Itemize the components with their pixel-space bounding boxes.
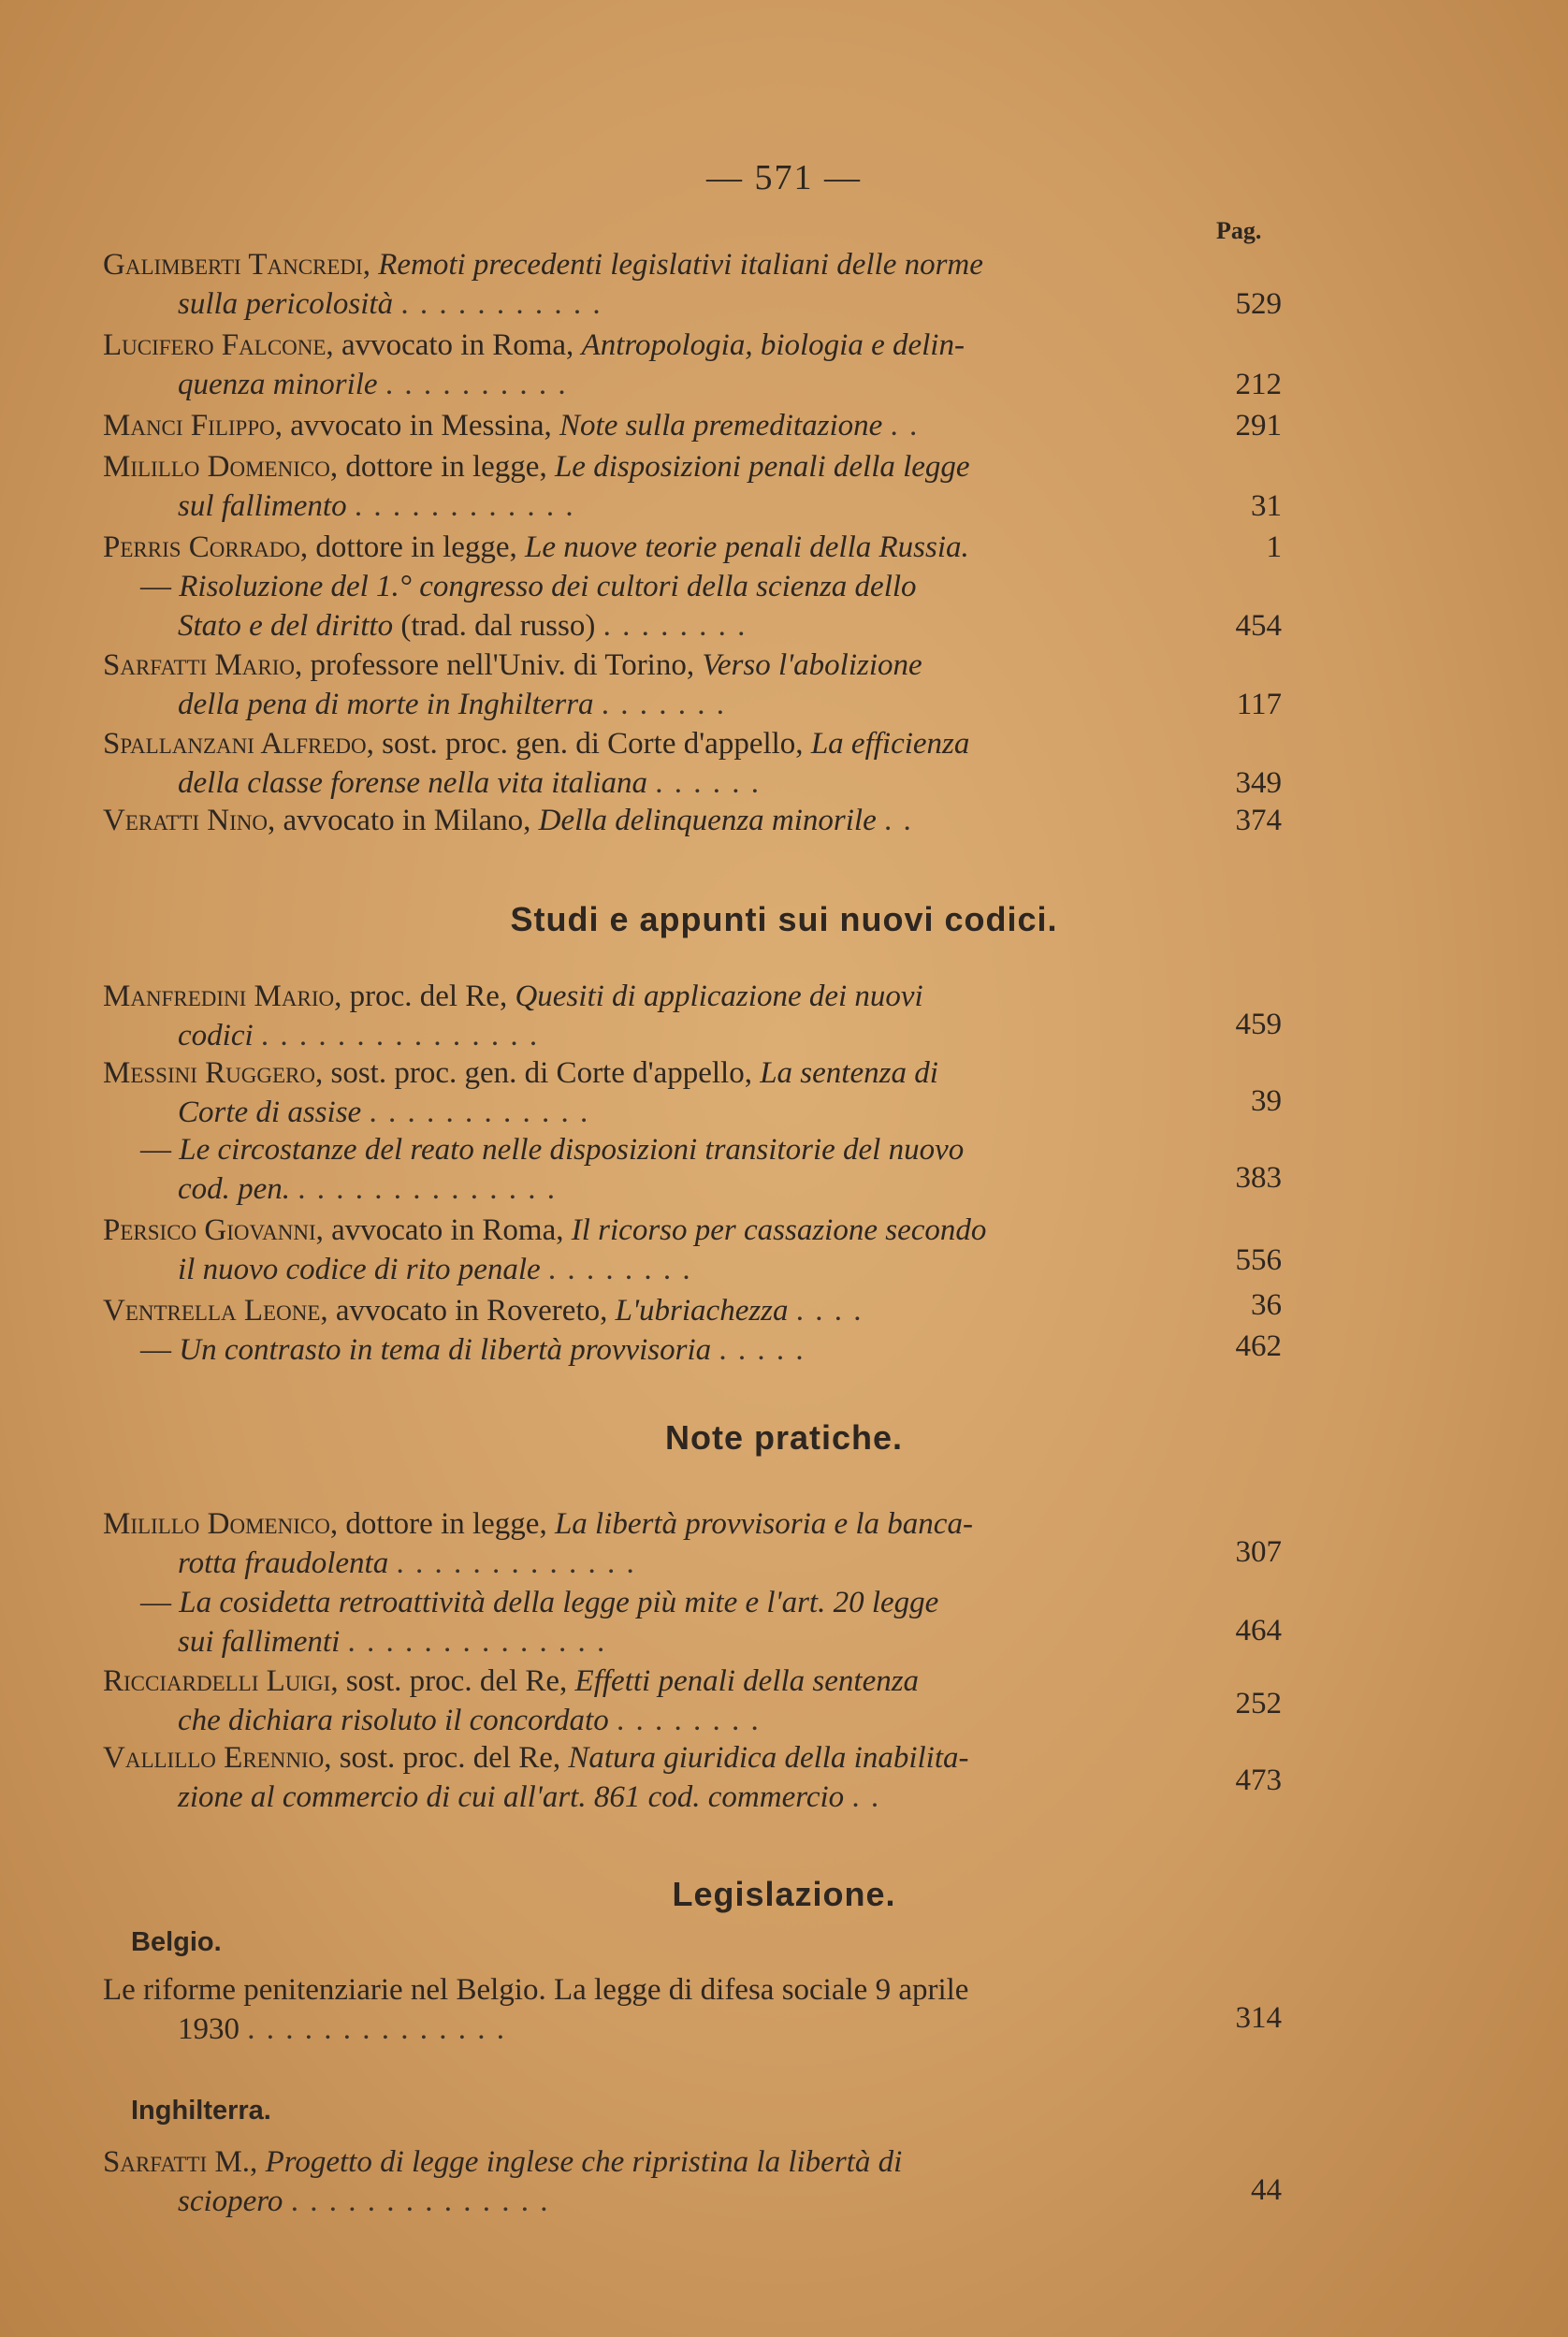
leader-dots: . . . . . . . . bbox=[616, 1704, 761, 1737]
list-item bbox=[103, 447, 1282, 526]
entry-author: Milillo Domenico, bbox=[103, 1507, 339, 1541]
page-column-label: Pag. bbox=[1216, 217, 1262, 244]
entry-title: Note sulla premeditazione bbox=[559, 409, 883, 443]
entry-page: 44 bbox=[1251, 2173, 1282, 2207]
entry-title: Il ricorso per cassazione secondo bbox=[571, 1213, 987, 1247]
entry-page: 349 bbox=[1235, 766, 1282, 800]
section-title: Note pratiche. bbox=[664, 1418, 904, 1457]
list-item bbox=[103, 1738, 1282, 1817]
entry-desc: avvocato in Messina, bbox=[290, 409, 552, 443]
list-item bbox=[103, 646, 1282, 724]
leader-dots: . . . . . . . . . . . . bbox=[369, 1096, 590, 1129]
list-item bbox=[103, 977, 1282, 1055]
entry-title: Della delinquenza minorile bbox=[538, 804, 877, 837]
list-item bbox=[103, 724, 1282, 803]
entry-title: il nuovo codice di rito penale bbox=[178, 1253, 541, 1286]
entry-title: sul fallimento bbox=[178, 489, 347, 523]
leader-dots: . . . . . . . . . . . . . . bbox=[247, 2012, 506, 2046]
entry-desc: sost. proc. del Re, bbox=[345, 1664, 568, 1698]
entry-author: Persico Giovanni, bbox=[103, 1213, 324, 1247]
entry-desc: sost. proc. gen. di Corte d'appello, bbox=[330, 1056, 752, 1090]
page-number: — 571 — bbox=[706, 158, 862, 197]
entry-title: quenza minorile bbox=[178, 368, 378, 401]
list-item bbox=[103, 1288, 1282, 1330]
leader-dots: . . . . . . . . . . . . . bbox=[396, 1546, 636, 1580]
entry-page: 473 bbox=[1235, 1764, 1282, 1797]
list-item bbox=[103, 1970, 1282, 2049]
entry-title: sui fallimenti bbox=[178, 1625, 341, 1659]
entry-author: Lucifero Falcone, bbox=[103, 328, 334, 362]
leader-dots: . . . . . . . . . . . bbox=[400, 287, 603, 321]
list-item bbox=[103, 245, 1282, 324]
section-title: Legislazione. bbox=[672, 1875, 896, 1913]
entry-page: 314 bbox=[1235, 2001, 1282, 2035]
list-item bbox=[103, 528, 1282, 567]
entry-title: codici bbox=[178, 1019, 254, 1052]
entry-title: Corte di assise bbox=[178, 1096, 362, 1129]
entry-title: Risoluzione del 1.° congresso dei cultori della scienza dello bbox=[179, 570, 917, 603]
list-item bbox=[103, 567, 1282, 646]
list-item bbox=[103, 406, 1282, 445]
entry-title: Un contrasto in tema di libertà provvisoria bbox=[179, 1333, 712, 1367]
entry-title: Natura giuridica della inabilita- bbox=[568, 1741, 969, 1775]
list-item bbox=[103, 1053, 1282, 1132]
entry-desc: avvocato in Roma, bbox=[341, 328, 574, 362]
entry-page: 1 bbox=[1266, 530, 1282, 564]
entry-title: La cosidetta retroattività della legge più mite e l'art. 20 legge bbox=[179, 1586, 939, 1619]
leader-dots: . . bbox=[851, 1780, 881, 1814]
entry-page: 252 bbox=[1235, 1687, 1282, 1720]
list-item bbox=[103, 1130, 1282, 1209]
entry-title: che dichiara risoluto il concordato bbox=[178, 1704, 609, 1737]
entry-title: sciopero bbox=[178, 2185, 283, 2218]
list-item bbox=[103, 326, 1282, 404]
list-item bbox=[103, 2142, 1282, 2221]
entry-author: Veratti Nino, bbox=[103, 804, 276, 837]
entry-author: Ricciardelli Luigi, bbox=[103, 1664, 339, 1698]
leader-dots: . . . . . . . . . . . . . . bbox=[298, 1172, 558, 1206]
entry-desc: avvocato in Roma, bbox=[331, 1213, 564, 1247]
entry-page: 307 bbox=[1235, 1535, 1282, 1569]
entry-desc: sost. proc. del Re, bbox=[339, 1741, 561, 1775]
entry-page: 459 bbox=[1235, 1008, 1282, 1041]
entry-author: Sarfatti Mario, bbox=[103, 648, 303, 682]
entry-page: 462 bbox=[1235, 1329, 1282, 1363]
leader-dots: . . . . . . bbox=[655, 766, 761, 800]
leader-dots: . . . . . . . . bbox=[547, 1253, 692, 1286]
entry-dash: — bbox=[140, 1133, 171, 1167]
entry-title: Remoti precedenti legislativi italiani delle norme bbox=[378, 248, 983, 282]
entry-dash: — bbox=[140, 1586, 171, 1619]
entry-page: 212 bbox=[1235, 368, 1282, 401]
entry-desc: avvocato in Rovereto, bbox=[335, 1294, 608, 1328]
entry-title: della pena di morte in Inghilterra bbox=[178, 688, 594, 721]
entry-desc: dottore in legge, bbox=[345, 1507, 547, 1541]
leader-dots: . . . . . . . . . . . . . . bbox=[290, 2185, 550, 2218]
entry-text: 1930 bbox=[178, 2012, 240, 2046]
entry-author: Sarfatti M., bbox=[103, 2145, 258, 2179]
entry-page: 383 bbox=[1235, 1161, 1282, 1195]
entry-extra: (trad. dal russo) bbox=[400, 609, 596, 643]
entry-title: Stato e del diritto bbox=[178, 609, 394, 643]
leader-dots: . . . . . . . bbox=[601, 688, 727, 721]
country-heading: Inghilterra. bbox=[131, 2096, 271, 2126]
leader-dots: . . . . . . . . . . . . bbox=[354, 489, 575, 523]
entry-page: 39 bbox=[1251, 1084, 1282, 1118]
entry-author: Spallanzani Alfredo, bbox=[103, 727, 374, 761]
entry-title: zione al commercio di cui all'art. 861 cod. commercio bbox=[178, 1780, 845, 1814]
list-item bbox=[103, 1504, 1282, 1583]
entry-dash: — bbox=[140, 1333, 171, 1367]
list-item bbox=[103, 1211, 1282, 1289]
entry-title: Progetto di legge inglese che ripristina la libertà di bbox=[265, 2145, 903, 2179]
entry-title: Quesiti di applicazione dei nuovi bbox=[515, 980, 923, 1013]
leader-dots: . . . . . . . . bbox=[603, 609, 748, 643]
list-item bbox=[103, 1330, 1282, 1370]
entry-page: 374 bbox=[1235, 804, 1282, 837]
leader-dots: . . . . bbox=[795, 1294, 864, 1328]
entry-page: 36 bbox=[1251, 1288, 1282, 1322]
section-title: Studi e appunti sui nuovi codici. bbox=[510, 900, 1058, 938]
entry-title: Le circostanze del reato nelle disposizioni transitorie del nuovo bbox=[179, 1133, 965, 1167]
entry-page: 464 bbox=[1235, 1614, 1282, 1648]
list-item bbox=[103, 1662, 1282, 1740]
entry-page: 117 bbox=[1236, 688, 1282, 721]
entry-page: 556 bbox=[1235, 1243, 1282, 1277]
entry-author: Galimberti Tancredi, bbox=[103, 248, 370, 282]
entry-desc: dottore in legge, bbox=[315, 530, 517, 564]
entry-title: La efficienza bbox=[810, 727, 970, 761]
entry-desc: professore nell'Univ. di Torino, bbox=[310, 648, 695, 682]
list-item bbox=[103, 1583, 1282, 1662]
leader-dots: . . . . . . . . . . bbox=[385, 368, 568, 401]
entry-title: Verso l'abolizione bbox=[702, 648, 922, 682]
entry-desc: sost. proc. gen. di Corte d'appello, bbox=[382, 727, 804, 761]
entry-title: Antropologia, biologia e delin- bbox=[581, 328, 965, 362]
entry-author: Messini Ruggero, bbox=[103, 1056, 324, 1090]
entry-author: Ventrella Leone, bbox=[103, 1294, 328, 1328]
entry-desc: dottore in legge, bbox=[345, 450, 547, 484]
entry-title: La libertà provvisoria e la banca- bbox=[554, 1507, 973, 1541]
entry-title: La sentenza di bbox=[760, 1056, 938, 1090]
entry-page: 529 bbox=[1235, 287, 1282, 321]
leader-dots: . . bbox=[890, 409, 920, 443]
entry-title: cod. pen. bbox=[178, 1172, 291, 1206]
entry-title: Effetti penali della sentenza bbox=[574, 1664, 920, 1698]
leader-dots: . . . . . . . . . . . . . . bbox=[347, 1625, 607, 1659]
entry-author: Perris Corrado, bbox=[103, 530, 309, 564]
entry-author: Milillo Domenico, bbox=[103, 450, 339, 484]
list-item bbox=[103, 801, 1282, 840]
entry-title: sulla pericolosità bbox=[178, 287, 394, 321]
entry-title: della classe forense nella vita italiana bbox=[178, 766, 647, 800]
country-heading: Belgio. bbox=[131, 1927, 222, 1957]
entry-text: Le riforme penitenziarie nel Belgio. La legge di difesa sociale 9 aprile bbox=[103, 1973, 969, 2007]
entry-desc: proc. del Re, bbox=[349, 980, 508, 1013]
leader-dots: . . . . . bbox=[719, 1333, 806, 1367]
entry-author: Manci Filippo, bbox=[103, 409, 283, 443]
entry-title: L'ubriachezza bbox=[615, 1294, 789, 1328]
entry-page: 454 bbox=[1235, 609, 1282, 643]
entry-title: rotta fraudolenta bbox=[178, 1546, 389, 1580]
entry-author: Vallillo Erennio, bbox=[103, 1741, 332, 1775]
leader-dots: . . bbox=[884, 804, 913, 837]
entry-title: Le disposizioni penali della legge bbox=[554, 450, 970, 484]
entry-title: Le nuove teorie penali della Russia. bbox=[525, 530, 969, 564]
entry-page: 291 bbox=[1235, 409, 1282, 443]
leader-dots: . . . . . . . . . . . . . . . bbox=[260, 1019, 540, 1052]
entry-page: 31 bbox=[1251, 489, 1282, 523]
entry-author: Manfredini Mario, bbox=[103, 980, 342, 1013]
entry-dash: — bbox=[140, 570, 171, 603]
entry-desc: avvocato in Milano, bbox=[283, 804, 531, 837]
